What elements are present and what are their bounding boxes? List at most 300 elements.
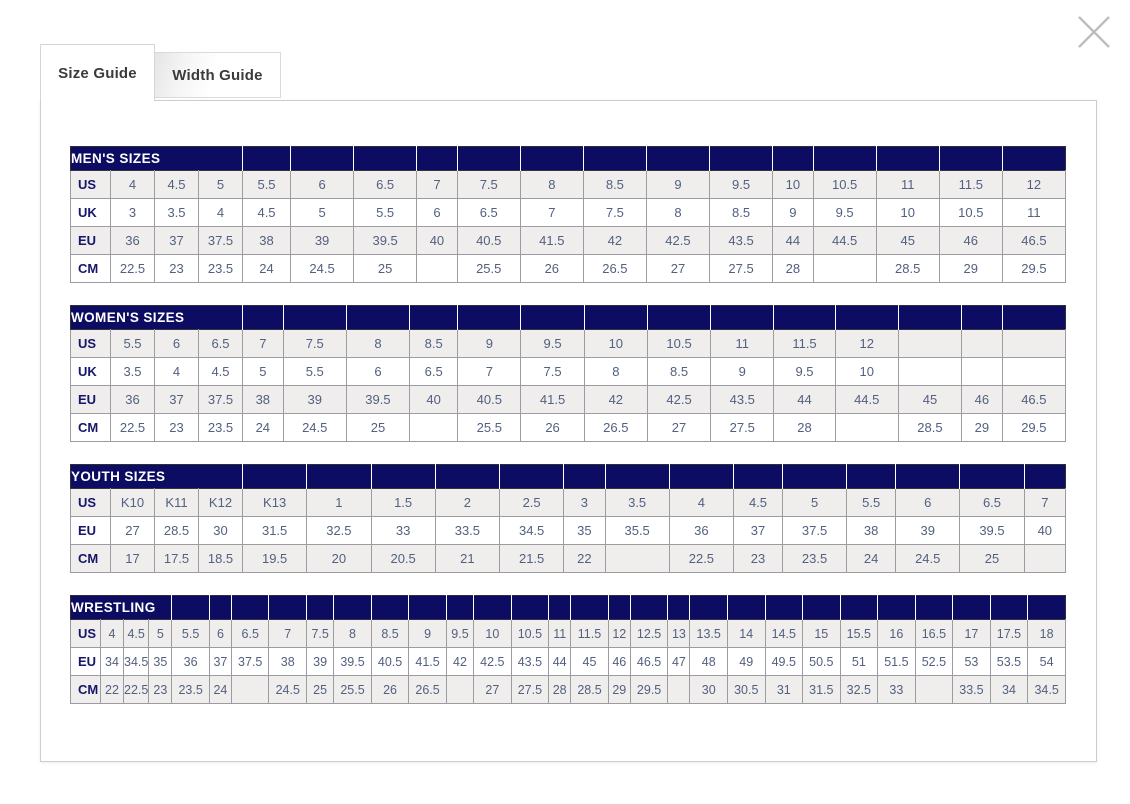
- header-cell: [668, 596, 690, 620]
- size-row-womens-us: [71, 330, 1066, 358]
- size-cell: 46.5: [1002, 227, 1065, 255]
- header-cell: [711, 306, 774, 330]
- header-cell: [1024, 465, 1065, 489]
- size-cell: 36: [111, 386, 155, 414]
- size-cell: 13: [668, 620, 690, 648]
- header-cell: [521, 306, 584, 330]
- size-cell: 17: [111, 545, 155, 573]
- size-cell: 8: [346, 330, 409, 358]
- size-cell: 40: [1024, 517, 1065, 545]
- header-cell: [209, 596, 231, 620]
- size-cell: 4: [155, 358, 199, 386]
- header-cell: [962, 306, 1003, 330]
- row-label: US: [71, 330, 111, 358]
- size-cell: 8.5: [710, 199, 773, 227]
- size-cell: [1002, 358, 1065, 386]
- header-cell: [876, 147, 939, 171]
- size-cell: 6: [417, 199, 458, 227]
- table-header-row: [71, 596, 1066, 620]
- size-cell: 9.5: [710, 171, 773, 199]
- size-cell: 42: [446, 648, 473, 676]
- table-title-womens: WOMEN'S SIZES: [71, 306, 243, 330]
- size-guide-content: [41, 101, 1096, 704]
- size-cell: 10.5: [813, 171, 876, 199]
- size-cell: 7.5: [283, 330, 346, 358]
- size-cell: 37.5: [782, 517, 846, 545]
- size-cell: 26.5: [584, 414, 647, 442]
- header-cell: [584, 306, 647, 330]
- size-cell: 30: [199, 517, 243, 545]
- size-cell: 41.5: [521, 386, 584, 414]
- size-guide-panel: [40, 100, 1097, 762]
- size-cell: 22.5: [124, 676, 149, 704]
- size-cell: 32.5: [840, 676, 878, 704]
- size-cell: 27.5: [711, 414, 774, 442]
- size-cell: 11.5: [774, 330, 835, 358]
- size-cell: 8.5: [410, 330, 458, 358]
- size-cell: 40.5: [457, 227, 520, 255]
- size-cell: 34: [101, 648, 124, 676]
- table-header-row: [71, 306, 1066, 330]
- size-cell: 22.5: [669, 545, 733, 573]
- header-cell: [291, 147, 354, 171]
- size-cell: 46.5: [1002, 386, 1065, 414]
- header-cell: [435, 465, 499, 489]
- size-cell: 8: [334, 620, 372, 648]
- header-cell: [773, 147, 814, 171]
- size-cell: [417, 255, 458, 283]
- header-cell: [898, 306, 961, 330]
- size-cell: 42.5: [647, 386, 710, 414]
- size-cell: [898, 330, 961, 358]
- header-cell: [371, 596, 409, 620]
- size-cell: 8.5: [647, 358, 710, 386]
- size-cell: 33: [371, 517, 435, 545]
- header-cell: [782, 465, 846, 489]
- header-cell: [346, 306, 409, 330]
- size-cell: 44.5: [813, 227, 876, 255]
- header-cell: [409, 596, 447, 620]
- size-cell: 3: [111, 199, 155, 227]
- size-cell: 24.5: [283, 414, 346, 442]
- size-cell: [231, 676, 269, 704]
- size-cell: 10: [584, 330, 647, 358]
- size-cell: 7: [243, 330, 284, 358]
- header-cell: [878, 596, 916, 620]
- size-cell: [446, 676, 473, 704]
- close-button[interactable]: [1072, 10, 1116, 54]
- size-cell: 11: [549, 620, 571, 648]
- size-cell: 32.5: [307, 517, 371, 545]
- size-row-mens-uk: [71, 199, 1066, 227]
- header-cell: [835, 306, 898, 330]
- row-label: EU: [71, 517, 111, 545]
- size-cell: K12: [199, 489, 243, 517]
- size-cell: 34: [990, 676, 1028, 704]
- size-cell: 45: [571, 648, 609, 676]
- size-cell: 27.5: [511, 676, 549, 704]
- size-cell: 10: [876, 199, 939, 227]
- size-cell: 5: [782, 489, 846, 517]
- size-cell: 26: [371, 676, 409, 704]
- header-cell: [172, 596, 210, 620]
- size-cell: 35.5: [605, 517, 669, 545]
- header-cell: [564, 465, 605, 489]
- size-row-womens-eu: [71, 386, 1066, 414]
- size-cell: 7: [417, 171, 458, 199]
- row-label: EU: [71, 227, 111, 255]
- size-cell: 7: [458, 358, 521, 386]
- size-cell: 3.5: [111, 358, 155, 386]
- size-cell: 12: [1002, 171, 1065, 199]
- size-cell: 6.5: [457, 199, 520, 227]
- header-cell: [727, 596, 765, 620]
- size-cell: 8.5: [371, 620, 409, 648]
- size-tables: [70, 146, 1067, 704]
- header-cell: [520, 147, 583, 171]
- size-cell: 37: [155, 386, 199, 414]
- size-cell: 11: [1002, 199, 1065, 227]
- size-cell: 39: [291, 227, 354, 255]
- header-cell: [231, 596, 269, 620]
- header-cell: [511, 596, 549, 620]
- size-cell: 5.5: [283, 358, 346, 386]
- size-cell: 5.5: [354, 199, 417, 227]
- size-cell: 29.5: [630, 676, 668, 704]
- size-cell: 23.5: [199, 255, 243, 283]
- header-cell: [474, 596, 512, 620]
- size-cell: 30.5: [727, 676, 765, 704]
- header-cell: [571, 596, 609, 620]
- size-cell: 37: [155, 227, 199, 255]
- size-cell: 25.5: [457, 255, 520, 283]
- header-cell: [896, 465, 960, 489]
- size-cell: K13: [243, 489, 307, 517]
- size-cell: 18.5: [199, 545, 243, 573]
- size-cell: 48: [690, 648, 728, 676]
- size-cell: 23: [155, 414, 199, 442]
- size-cell: 8.5: [583, 171, 646, 199]
- size-cell: 4.5: [734, 489, 783, 517]
- size-cell: 38: [847, 517, 896, 545]
- size-cell: 10.5: [647, 330, 710, 358]
- header-cell: [710, 147, 773, 171]
- size-cell: 25.5: [458, 414, 521, 442]
- size-cell: 42.5: [474, 648, 512, 676]
- row-label: US: [71, 620, 101, 648]
- row-label: UK: [71, 358, 111, 386]
- size-cell: 9: [409, 620, 447, 648]
- header-cell: [813, 147, 876, 171]
- size-cell: 28.5: [571, 676, 609, 704]
- size-cell: [410, 414, 458, 442]
- size-cell: 35: [149, 648, 172, 676]
- size-cell: 45: [898, 386, 961, 414]
- size-cell: 26: [520, 255, 583, 283]
- size-cell: 3: [564, 489, 605, 517]
- size-cell: 35: [564, 517, 605, 545]
- size-cell: [605, 545, 669, 573]
- size-cell: 46.5: [630, 648, 668, 676]
- size-cell: 39.5: [960, 517, 1024, 545]
- size-cell: 5.5: [172, 620, 210, 648]
- size-cell: 5: [199, 171, 243, 199]
- size-cell: 44.5: [835, 386, 898, 414]
- header-cell: [1028, 596, 1066, 620]
- header-cell: [500, 465, 564, 489]
- size-cell: 26.5: [409, 676, 447, 704]
- size-cell: 29.5: [1002, 255, 1065, 283]
- header-cell: [960, 465, 1024, 489]
- size-cell: 24.5: [269, 676, 307, 704]
- size-cell: 24.5: [291, 255, 354, 283]
- size-cell: 42: [583, 227, 646, 255]
- size-cell: 53.5: [990, 648, 1028, 676]
- size-cell: 46: [962, 386, 1003, 414]
- size-cell: 14.5: [765, 620, 803, 648]
- size-cell: 5: [149, 620, 172, 648]
- header-cell: [990, 596, 1028, 620]
- size-cell: 37: [209, 648, 231, 676]
- size-cell: 42.5: [646, 227, 709, 255]
- size-cell: 47: [668, 648, 690, 676]
- header-cell: [410, 306, 458, 330]
- size-cell: 6: [155, 330, 199, 358]
- size-cell: 25: [346, 414, 409, 442]
- size-cell: 11.5: [571, 620, 609, 648]
- tab-size-guide-label: Size Guide: [58, 64, 137, 82]
- size-cell: 45: [876, 227, 939, 255]
- header-cell: [605, 465, 669, 489]
- size-row-youth-cm: [71, 545, 1066, 573]
- header-cell: [1002, 306, 1065, 330]
- size-row-mens-eu: [71, 227, 1066, 255]
- size-cell: 1.5: [371, 489, 435, 517]
- size-cell: 22.5: [111, 255, 155, 283]
- header-cell: [243, 147, 291, 171]
- size-cell: 24: [209, 676, 231, 704]
- row-label: CM: [71, 255, 111, 283]
- size-cell: 16.5: [915, 620, 953, 648]
- size-cell: 6: [291, 171, 354, 199]
- size-cell: 9: [773, 199, 814, 227]
- size-cell: 23.5: [172, 676, 210, 704]
- size-cell: 4: [669, 489, 733, 517]
- size-cell: 36: [172, 648, 210, 676]
- size-cell: 27: [111, 517, 155, 545]
- size-cell: 13.5: [690, 620, 728, 648]
- tab-bar: [40, 44, 281, 101]
- size-cell: 44: [773, 227, 814, 255]
- size-cell: 41.5: [409, 648, 447, 676]
- size-cell: 26.5: [583, 255, 646, 283]
- header-cell: [647, 306, 710, 330]
- size-cell: 21.5: [500, 545, 564, 573]
- size-cell: 6: [209, 620, 231, 648]
- size-table-wrestling: [70, 595, 1066, 704]
- size-cell: 51: [840, 648, 878, 676]
- size-cell: 4: [199, 199, 243, 227]
- header-cell: [646, 147, 709, 171]
- header-cell: [915, 596, 953, 620]
- size-cell: 7.5: [521, 358, 584, 386]
- size-cell: 23: [149, 676, 172, 704]
- size-cell: 9: [646, 171, 709, 199]
- size-cell: 49: [727, 648, 765, 676]
- size-cell: 5.5: [847, 489, 896, 517]
- size-cell: 7.5: [307, 620, 334, 648]
- size-cell: 38: [243, 227, 291, 255]
- size-cell: 28: [773, 255, 814, 283]
- size-row-wrestling-cm: [71, 676, 1066, 704]
- size-cell: 8: [646, 199, 709, 227]
- header-cell: [765, 596, 803, 620]
- size-cell: 33: [878, 676, 916, 704]
- header-cell: [847, 465, 896, 489]
- size-cell: 10.5: [511, 620, 549, 648]
- size-cell: 39: [307, 648, 334, 676]
- table-title-youth: YOUTH SIZES: [71, 465, 243, 489]
- size-cell: 8: [584, 358, 647, 386]
- size-cell: 42: [584, 386, 647, 414]
- size-cell: 38: [243, 386, 284, 414]
- size-cell: 29: [939, 255, 1002, 283]
- header-cell: [417, 147, 458, 171]
- size-cell: 53: [953, 648, 991, 676]
- size-cell: 33.5: [953, 676, 991, 704]
- size-cell: 17: [953, 620, 991, 648]
- size-cell: 37.5: [199, 386, 243, 414]
- size-cell: 9.5: [521, 330, 584, 358]
- table-title-mens: MEN'S SIZES: [71, 147, 243, 171]
- header-cell: [307, 465, 371, 489]
- size-cell: [813, 255, 876, 283]
- size-cell: 8: [520, 171, 583, 199]
- header-cell: [371, 465, 435, 489]
- size-row-wrestling-us: [71, 620, 1066, 648]
- size-cell: [835, 414, 898, 442]
- size-cell: 23.5: [782, 545, 846, 573]
- size-cell: 6.5: [354, 171, 417, 199]
- size-cell: [962, 330, 1003, 358]
- header-cell: [549, 596, 571, 620]
- size-cell: 28.5: [898, 414, 961, 442]
- size-row-womens-uk: [71, 358, 1066, 386]
- size-cell: 21: [435, 545, 499, 573]
- row-label: US: [71, 489, 111, 517]
- size-cell: 11: [711, 330, 774, 358]
- size-cell: 50.5: [803, 648, 841, 676]
- size-cell: 49.5: [765, 648, 803, 676]
- row-label: UK: [71, 199, 111, 227]
- header-cell: [334, 596, 372, 620]
- size-row-wrestling-eu: [71, 648, 1066, 676]
- size-cell: 26: [521, 414, 584, 442]
- size-cell: 5: [291, 199, 354, 227]
- size-row-youth-eu: [71, 517, 1066, 545]
- table-header-row: [71, 147, 1066, 171]
- size-cell: 15.5: [840, 620, 878, 648]
- close-icon: [1076, 14, 1112, 50]
- size-cell: 4: [101, 620, 124, 648]
- size-cell: 31: [765, 676, 803, 704]
- row-label: EU: [71, 648, 101, 676]
- size-cell: 6.5: [960, 489, 1024, 517]
- size-cell: 15: [803, 620, 841, 648]
- size-cell: 22.5: [111, 414, 155, 442]
- size-cell: 7: [269, 620, 307, 648]
- size-cell: 10.5: [939, 199, 1002, 227]
- size-cell: 6.5: [231, 620, 269, 648]
- size-cell: 12: [608, 620, 630, 648]
- size-cell: 29.5: [1002, 414, 1065, 442]
- header-cell: [307, 596, 334, 620]
- size-cell: 10: [474, 620, 512, 648]
- size-cell: 11.5: [939, 171, 1002, 199]
- size-cell: 28.5: [876, 255, 939, 283]
- size-cell: 25: [307, 676, 334, 704]
- header-cell: [283, 306, 346, 330]
- size-cell: 36: [669, 517, 733, 545]
- size-cell: 37.5: [231, 648, 269, 676]
- size-cell: 22: [564, 545, 605, 573]
- size-cell: 6: [346, 358, 409, 386]
- header-cell: [243, 465, 307, 489]
- header-cell: [446, 596, 473, 620]
- size-cell: 4.5: [155, 171, 199, 199]
- size-cell: [668, 676, 690, 704]
- header-cell: [1002, 147, 1065, 171]
- size-cell: [962, 358, 1003, 386]
- size-cell: 30: [690, 676, 728, 704]
- size-cell: 2.5: [500, 489, 564, 517]
- size-cell: 33.5: [435, 517, 499, 545]
- header-cell: [243, 306, 284, 330]
- size-cell: 34.5: [1028, 676, 1066, 704]
- size-cell: 22: [101, 676, 124, 704]
- size-cell: 27: [646, 255, 709, 283]
- size-cell: 27: [474, 676, 512, 704]
- size-cell: 7: [1024, 489, 1065, 517]
- header-cell: [608, 596, 630, 620]
- size-cell: 4.5: [243, 199, 291, 227]
- size-cell: [898, 358, 961, 386]
- size-cell: 5: [243, 358, 284, 386]
- size-cell: 16: [878, 620, 916, 648]
- size-cell: 24: [243, 255, 291, 283]
- size-cell: 9: [711, 358, 774, 386]
- size-cell: 9: [458, 330, 521, 358]
- size-row-mens-cm: [71, 255, 1066, 283]
- size-cell: 10: [773, 171, 814, 199]
- size-cell: 25.5: [334, 676, 372, 704]
- size-cell: 20.5: [371, 545, 435, 573]
- size-cell: 25: [960, 545, 1024, 573]
- header-cell: [939, 147, 1002, 171]
- size-cell: 1: [307, 489, 371, 517]
- size-cell: 23: [155, 255, 199, 283]
- size-cell: 23: [734, 545, 783, 573]
- tab-width-guide[interactable]: [155, 52, 281, 98]
- size-cell: 4.5: [199, 358, 243, 386]
- size-cell: 24: [243, 414, 284, 442]
- size-cell: 51.5: [878, 648, 916, 676]
- size-cell: [915, 676, 953, 704]
- size-cell: 11: [876, 171, 939, 199]
- header-cell: [953, 596, 991, 620]
- size-cell: 23.5: [199, 414, 243, 442]
- tab-size-guide[interactable]: [40, 44, 155, 101]
